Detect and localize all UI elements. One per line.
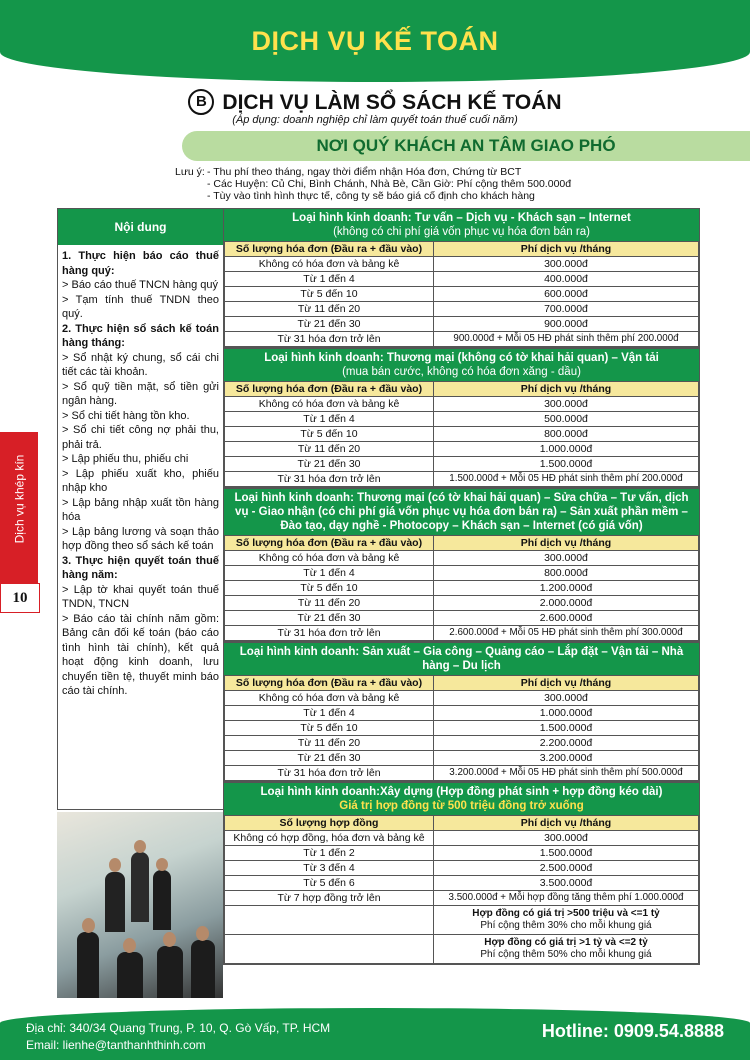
table-header-cell: Số lượng hóa đơn (Đầu ra + đầu vào) [225,382,434,397]
side-tab-label: Dịch vụ khép kín [12,454,27,544]
section-title-text: DỊCH VỤ LÀM SỔ SÁCH KẾ TOÁN [222,91,562,114]
fee-cell: 3.500.000đ [434,876,699,891]
fee-cell: 2.600.000đ [434,611,699,626]
content-header: Nội dung [58,209,223,245]
section-letter: B [188,89,214,115]
content-item: > Lập bảng nhập xuất tồn hàng hóa [62,496,219,523]
content-item: > Lập phiếu thu, phiếu chi [62,453,189,465]
quantity-cell: Từ 5 đến 10 [225,287,434,302]
note-title: Hợp đồng có giá trị >1 tỷ và <=2 tỷ [484,937,648,948]
quantity-cell: Từ 11 đến 20 [225,442,434,457]
quantity-cell: Từ 1 đến 4 [225,412,434,427]
email-text: Email: lienhe@tanthanhthinh.com [26,1038,206,1052]
office-photo [57,812,223,998]
quantity-cell: Từ 31 hóa đơn trở lên [225,472,434,487]
fee-cell: 300.000đ [434,257,699,272]
page-header [0,0,750,82]
table-row [225,611,699,626]
fee-cell: 700.000đ [434,302,699,317]
fee-cell: 1.000.000đ [434,706,699,721]
block-title-text: Loại hình kinh doanh: Sản xuất – Gia công – Quảng cáo – Lắp đặt – Vận tải – Nhà hàng – Du lịch [239,646,684,672]
content-item: > Lập bảng lương và soạn thảo hợp đồng theo sổ sách kế toán [62,525,219,552]
table-row [225,736,699,751]
fee-cell: 300.000đ [434,831,699,846]
block-title-text: Loại hình kinh doanh: Tư vấn – Dịch vụ - Khách sạn – Internet [292,212,631,224]
block-subtitle: Giá trị hợp đồng từ 500 triệu đồng trở xuống [339,800,584,812]
note-row [225,935,699,964]
content-item: > Sổ nhật ký chung, sổ cái chi tiết các tài khoản. [62,351,219,378]
quantity-cell: Từ 11 đến 20 [225,736,434,751]
block-title-text: Loại hình kinh doanh:Xây dựng (Hợp đồng phát sinh + hợp đồng kéo dài) [260,786,663,798]
quantity-cell: Không có hóa đơn và bảng kê [225,257,434,272]
fee-cell: 2.500.000đ [434,861,699,876]
fee-cell: 800.000đ [434,566,699,581]
price-block [223,348,700,488]
note-line: - Thu phí theo tháng, ngay thời điểm nhận Hóa đơn, Chứng từ BCT [207,166,522,178]
price-table [224,675,699,781]
fee-cell: 2.200.000đ [434,736,699,751]
table-row [225,551,699,566]
table-row [225,272,699,287]
fee-cell: 400.000đ [434,272,699,287]
fee-cell: 900.000đ [434,317,699,332]
notes [175,166,571,202]
quantity-cell: Từ 31 hóa đơn trở lên [225,626,434,641]
table-row [225,721,699,736]
table-row [225,257,699,272]
fee-cell: 900.000đ + Mỗi 05 HĐ phát sinh thêm phí 200.000đ [434,332,699,347]
note-cell [434,906,699,935]
table-header-cell: Phí dịch vụ /tháng [434,676,699,691]
note-line: - Tùy vào tình hình thực tế, công ty sẽ báo giá cố định cho khách hàng [207,190,535,202]
block-title-text: Loại hình kinh doanh: Thương mại (có tờ khai hải quan) – Sửa chữa – Tư vấn, dịch vụ - Giao nhận (có chi phí giá vốn phục vụ hóa đơn bán ra) – Sản xuất phần mềm – Đào tạo, dạy nghề - Photocopy – Khách sạn – Internet (có giá vốn) [234,492,689,532]
content-item: > Sổ quỹ tiền mặt, sổ tiền gửi ngân hàng. [62,380,219,407]
price-table [224,815,699,964]
fee-cell: 3.500.000đ + Mỗi hợp đồng tăng thêm phí 1.000.000đ [434,891,699,906]
section-apply-note: (Áp dụng: doanh nghiệp chỉ làm quyết toán thuế cuối năm) [232,114,518,126]
table-row [225,596,699,611]
table-row [225,397,699,412]
table-row [225,412,699,427]
content-list [58,245,223,699]
block-subtitle: (mua bán cước, không có hóa đơn xăng - dầu) [342,366,581,378]
fee-cell: 1.500.000đ [434,457,699,472]
table-row [225,427,699,442]
table-row [225,442,699,457]
section-title [0,89,750,115]
quantity-cell: Từ 1 đến 2 [225,846,434,861]
fee-cell: 300.000đ [434,551,699,566]
note-desc: Phí cộng thêm 50% cho mỗi khung giá [480,949,652,960]
content-item: > Báo cáo thuế TNCN hàng quý [62,279,219,291]
fee-cell: 2.600.000đ + Mỗi 05 HĐ phát sinh thêm phí 300.000đ [434,626,699,641]
quantity-cell: Từ 11 đến 20 [225,596,434,611]
block-title-text: Loại hình kinh doanh: Thương mại (không có tờ khai hải quan) – Vận tải [264,352,659,364]
table-row [225,706,699,721]
quantity-cell: Từ 21 đến 30 [225,611,434,626]
content-item: > Báo cáo tài chính năm gồm: Bảng cân đối kế toán (báo cáo tình hình tài chính), kết quả hoạt động kinh doanh, lưu chuyển tiền tệ, thuyết minh báo cáo tài chính. [62,612,219,697]
quantity-cell: Từ 21 đến 30 [225,457,434,472]
table-header-cell: Số lượng hóa đơn (Đầu ra + đầu vào) [225,242,434,257]
table-header-cell: Số lượng hóa đơn (Đầu ra + đầu vào) [225,536,434,551]
note-title: Hợp đồng có giá trị >500 triệu và <=1 tỷ [472,908,660,919]
quantity-cell: Không có hóa đơn và bảng kê [225,397,434,412]
page-number: 10 [0,583,40,613]
content-item: > Lập phiếu xuất kho, phiếu nhập kho [62,467,219,494]
content-item: > Tạm tính thuế TNDN theo quý. [62,293,219,320]
note-line: - Các Huyện: Củ Chi, Bình Chánh, Nhà Bè, Cần Giờ: Phí cộng thêm 500.000đ [207,178,572,190]
price-block [223,488,700,642]
table-row [225,831,699,846]
fee-cell: 300.000đ [434,397,699,412]
table-row [225,581,699,596]
table-row [225,691,699,706]
table-row [225,302,699,317]
price-tables [223,208,700,965]
price-block [223,642,700,782]
content-item: 2. Thực hiện sổ sách kế toán hàng tháng: [62,322,219,349]
table-header-cell: Phí dịch vụ /tháng [434,536,699,551]
block-title [224,783,699,815]
price-block [223,782,700,965]
price-table [224,535,699,641]
fee-cell: 3.200.000đ + Mỗi 05 HĐ phát sinh thêm phí 500.000đ [434,766,699,781]
table-row [225,472,699,487]
quantity-cell: Từ 1 đến 4 [225,272,434,287]
quantity-cell: Từ 21 đến 30 [225,317,434,332]
content-column [57,208,224,810]
quantity-cell: Từ 3 đến 4 [225,861,434,876]
table-row [225,626,699,641]
block-title [224,209,699,241]
block-title [224,349,699,381]
hotline-text: Hotline: 0909.54.8888 [541,1021,724,1041]
quantity-cell: Từ 5 đến 10 [225,721,434,736]
page-footer [0,1008,750,1060]
quantity-cell: Từ 5 đến 10 [225,427,434,442]
table-header-cell: Phí dịch vụ /tháng [434,816,699,831]
table-row [225,751,699,766]
table-row [225,766,699,781]
tagline-banner: NƠI QUÝ KHÁCH AN TÂM GIAO PHÓ [182,131,750,161]
table-row [225,876,699,891]
fee-cell: 300.000đ [434,691,699,706]
address-text: Địa chỉ: 340/34 Quang Trung, P. 10, Q. Gò Vấp, TP. HCM [26,1021,331,1035]
block-title [224,643,699,675]
fee-cell: 1.000.000đ [434,442,699,457]
table-row [225,332,699,347]
note-desc: Phí cộng thêm 30% cho mỗi khung giá [480,920,652,931]
table-row [225,566,699,581]
fee-cell: 1.500.000đ [434,721,699,736]
quantity-cell: Không có hợp đồng, hóa đơn và bảng kê [225,831,434,846]
quantity-cell: Từ 31 hóa đơn trở lên [225,766,434,781]
table-row [225,846,699,861]
quantity-cell: Từ 1 đến 4 [225,706,434,721]
page-title: DỊCH VỤ KẾ TOÁN [251,26,499,56]
fee-cell: 1.500.000đ [434,846,699,861]
fee-cell: 1.500.000đ + Mỗi 05 HĐ phát sinh thêm phí 200.000đ [434,472,699,487]
fee-cell: 2.000.000đ [434,596,699,611]
quantity-cell: Từ 31 hóa đơn trở lên [225,332,434,347]
quantity-cell: Từ 21 đến 30 [225,751,434,766]
content-item: > Sổ chi tiết hàng tồn kho. [62,409,190,422]
content-item: 3. Thực hiện quyết toán thuế hàng năm: [62,554,219,581]
quantity-cell: Không có hóa đơn và bảng kê [225,691,434,706]
table-row [225,317,699,332]
block-subtitle: (không có chi phí giá vốn phục vụ hóa đơn bán ra) [333,226,590,238]
note-row [225,906,699,935]
table-header-cell: Phí dịch vụ /tháng [434,242,699,257]
table-header-cell: Số lượng hợp đồng [225,816,434,831]
note-empty-cell [225,906,434,935]
fee-cell: 600.000đ [434,287,699,302]
table-row [225,861,699,876]
quantity-cell: Từ 1 đến 4 [225,566,434,581]
quantity-cell: Từ 5 đến 10 [225,581,434,596]
price-table [224,381,699,487]
price-table [224,241,699,347]
price-block [223,208,700,348]
note-empty-cell [225,935,434,964]
content-item: 1. Thực hiện báo cáo thuế hàng quý: [62,250,219,277]
content-item: > Lập tờ khai quyết toán thuế TNDN, TNCN [62,583,219,610]
quantity-cell: Từ 11 đến 20 [225,302,434,317]
table-header-cell: Phí dịch vụ /tháng [434,382,699,397]
fee-cell: 1.200.000đ [434,581,699,596]
contact-info [26,1020,330,1054]
note-cell [434,935,699,964]
fee-cell: 500.000đ [434,412,699,427]
table-row [225,287,699,302]
table-row [225,891,699,906]
fee-cell: 800.000đ [434,427,699,442]
table-row [225,457,699,472]
fee-cell: 3.200.000đ [434,751,699,766]
side-tab [0,432,38,607]
content-item: > Sổ chi tiết công nợ phải thu, phải trả. [62,424,219,451]
quantity-cell: Từ 7 hợp đồng trở lên [225,891,434,906]
block-title [224,489,699,535]
table-header-cell: Số lượng hóa đơn (Đầu ra + đầu vào) [225,676,434,691]
quantity-cell: Từ 5 đến 6 [225,876,434,891]
quantity-cell: Không có hóa đơn và bảng kê [225,551,434,566]
notes-label: Lưu ý: [175,166,205,178]
